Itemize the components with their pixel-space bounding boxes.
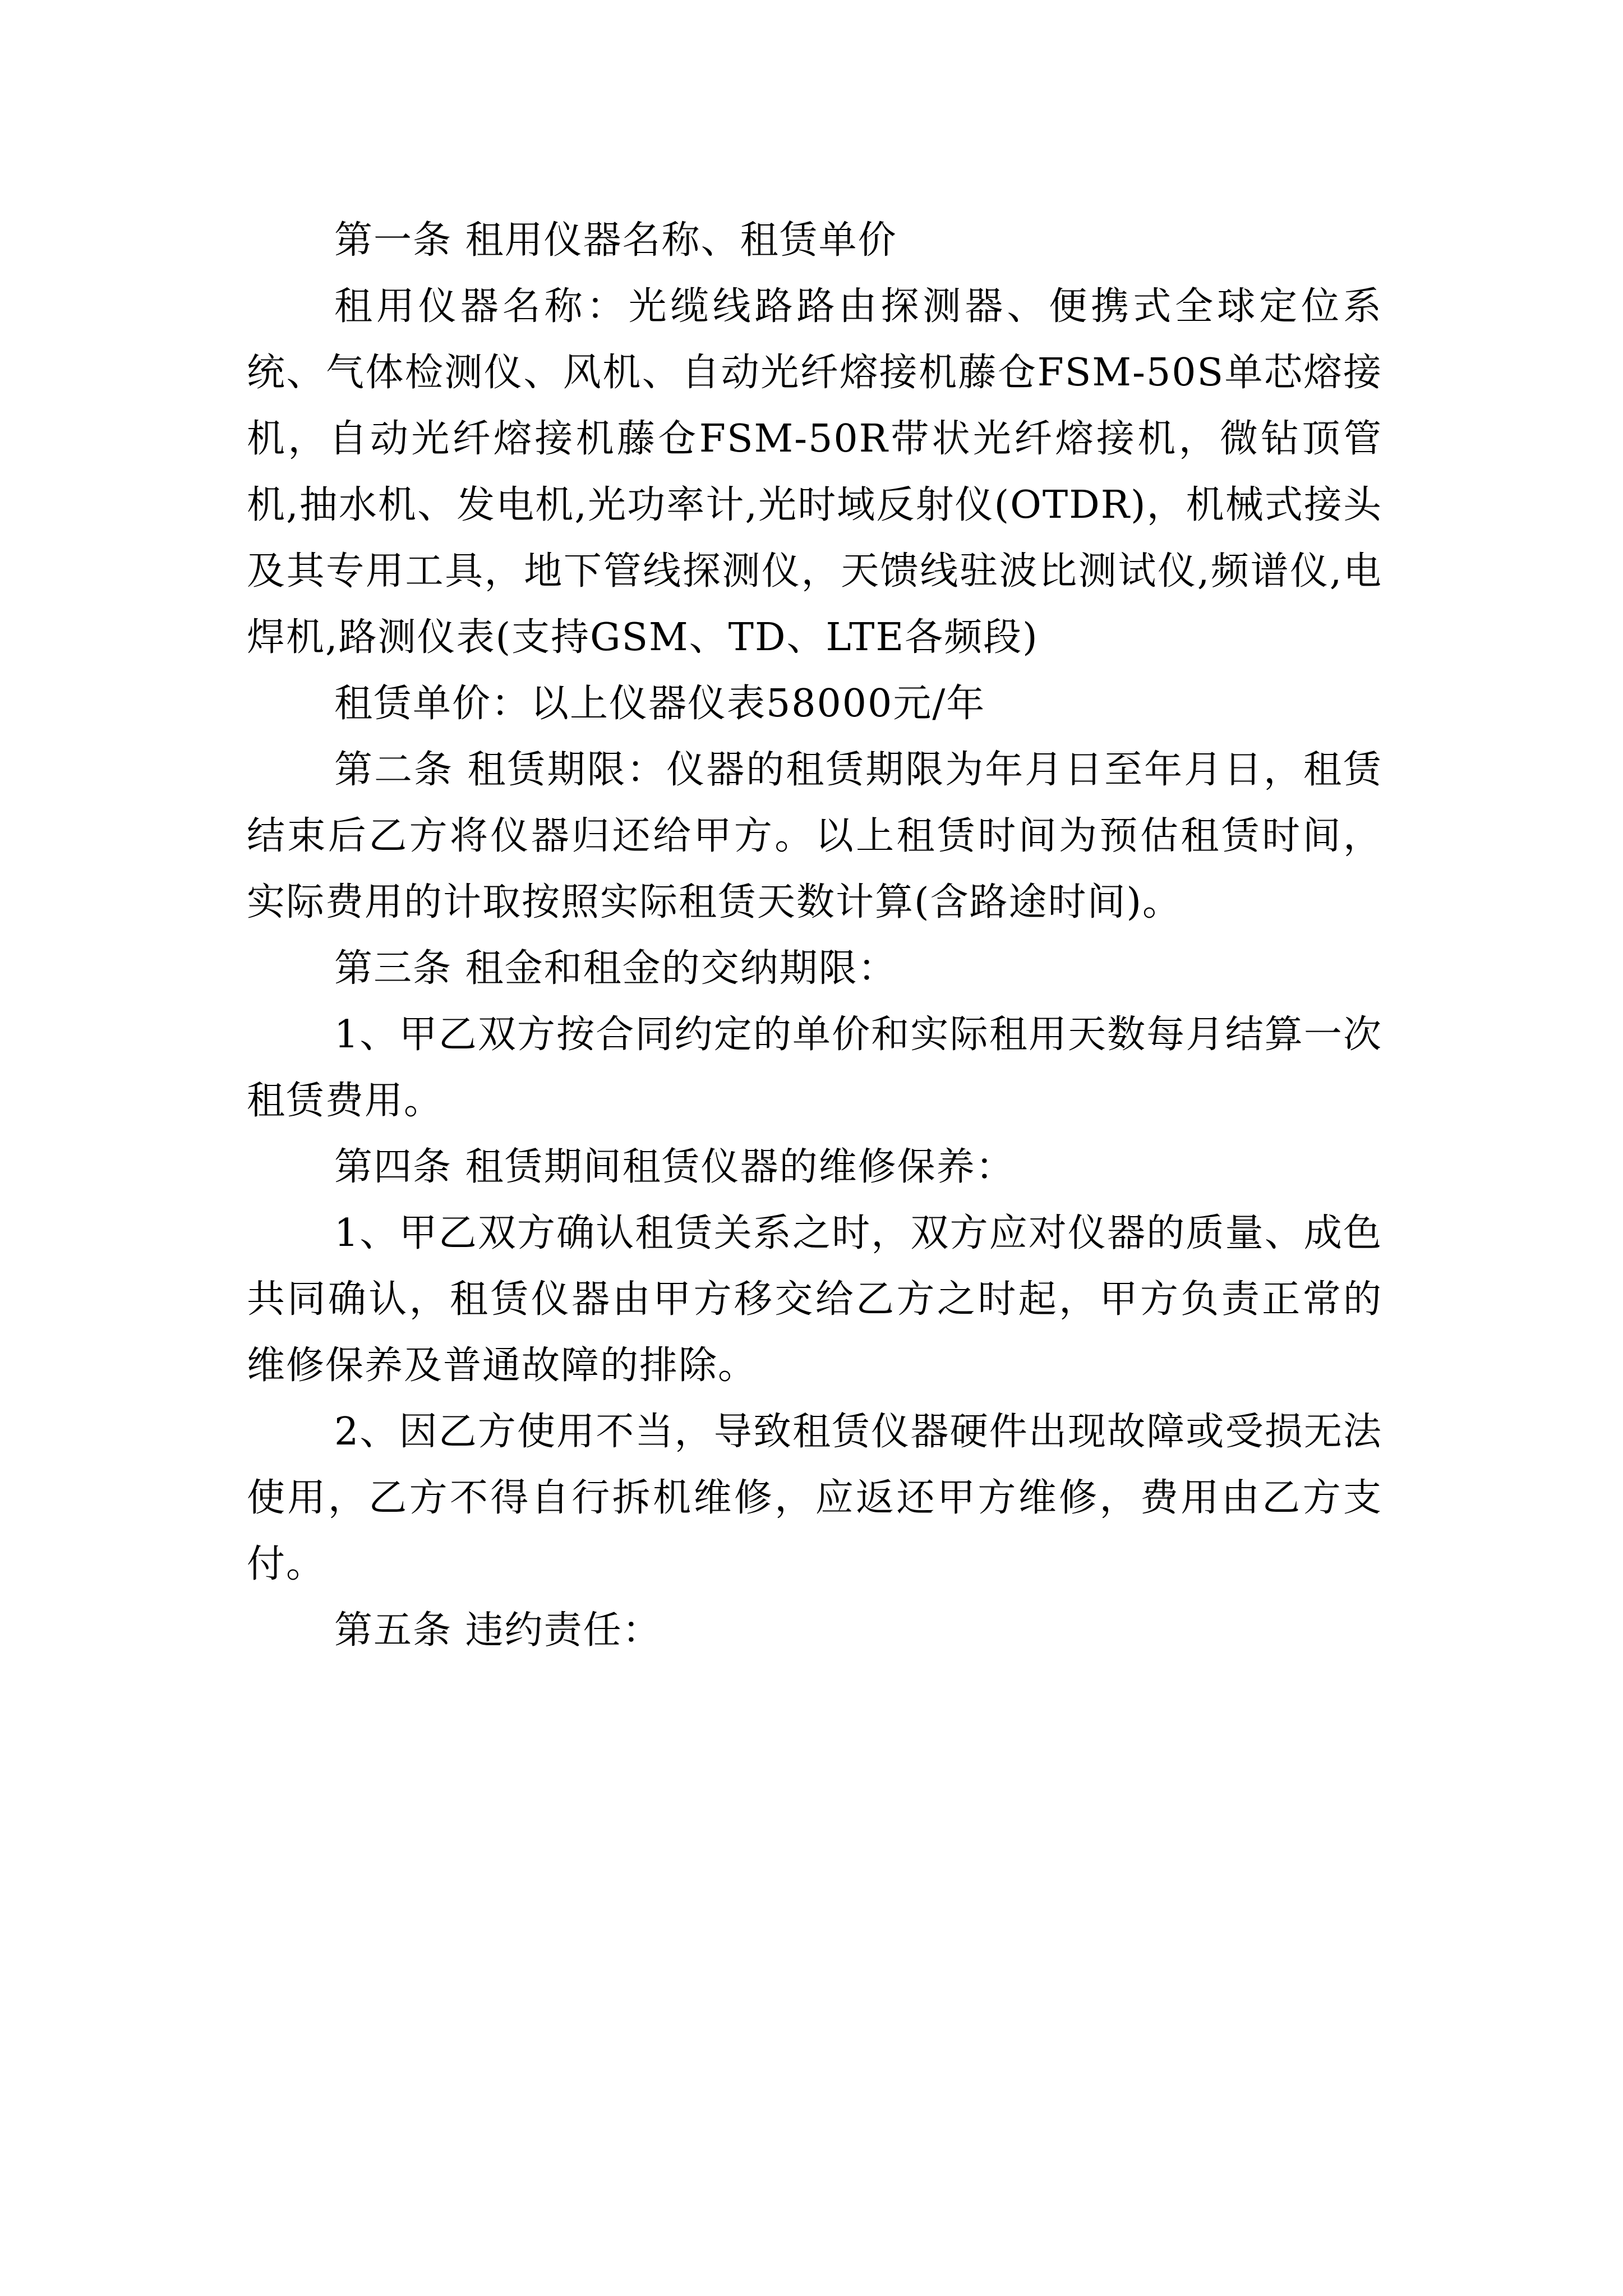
article-4-clause-1: 1、甲乙双方确认租赁关系之时，双方应对仪器的质量、成色共同确认，租赁仪器由甲方移交给乙方之时起，甲方负责正常的维修保养及普通故障的排除。	[247, 1211, 1382, 1388]
article-3-heading: 第三条 租金和租金的交纳期限：	[334, 946, 897, 991]
equipment-list-paragraph: 租用仪器名称：光缆线路路由探测器、便携式全球定位系统、气体检测仪、风机、自动光纤熔接机藤仓FSM-50S单芯熔接机，自动光纤熔接机藤仓FSM-50R带状光纤熔接机，微钻顶管机,抽水机、发电机,光功率计,光时域反射仪(OTDR)，机械式接头及其专用工具，地下管线探测仪，天馈线驻波比测试仪,频谱仪,电焊机,路测仪表(支持GSM、TD、LTE各频段)	[247, 284, 1382, 660]
unit-price-paragraph: 租赁单价：以上仪器仪表58000元/年	[334, 682, 986, 726]
article-1-heading: 第一条 租用仪器名称、租赁单价	[334, 218, 897, 263]
article-3-clause-1: 1、甲乙双方按合同约定的单价和实际租用天数每月结算一次租赁费用。	[247, 1013, 1382, 1123]
article-5-heading: 第五条 违约责任：	[334, 1608, 662, 1653]
article-4-heading: 第四条 租赁期间租赁仪器的维修保养：	[334, 1145, 1015, 1189]
article-2-lease-term: 第二条 租赁期限：仪器的租赁期限为年月日至年月日，租赁结束后乙方将仪器归还给甲方。以上租赁时间为预估租赁时间，实际费用的计取按照实际租赁天数计算(含路途时间)。	[247, 748, 1382, 924]
document-body	[247, 208, 1382, 1664]
article-4-clause-2: 2、因乙方使用不当，导致租赁仪器硬件出现故障或受损无法使用，乙方不得自行拆机维修，应返还甲方维修，费用由乙方支付。	[247, 1410, 1382, 1586]
